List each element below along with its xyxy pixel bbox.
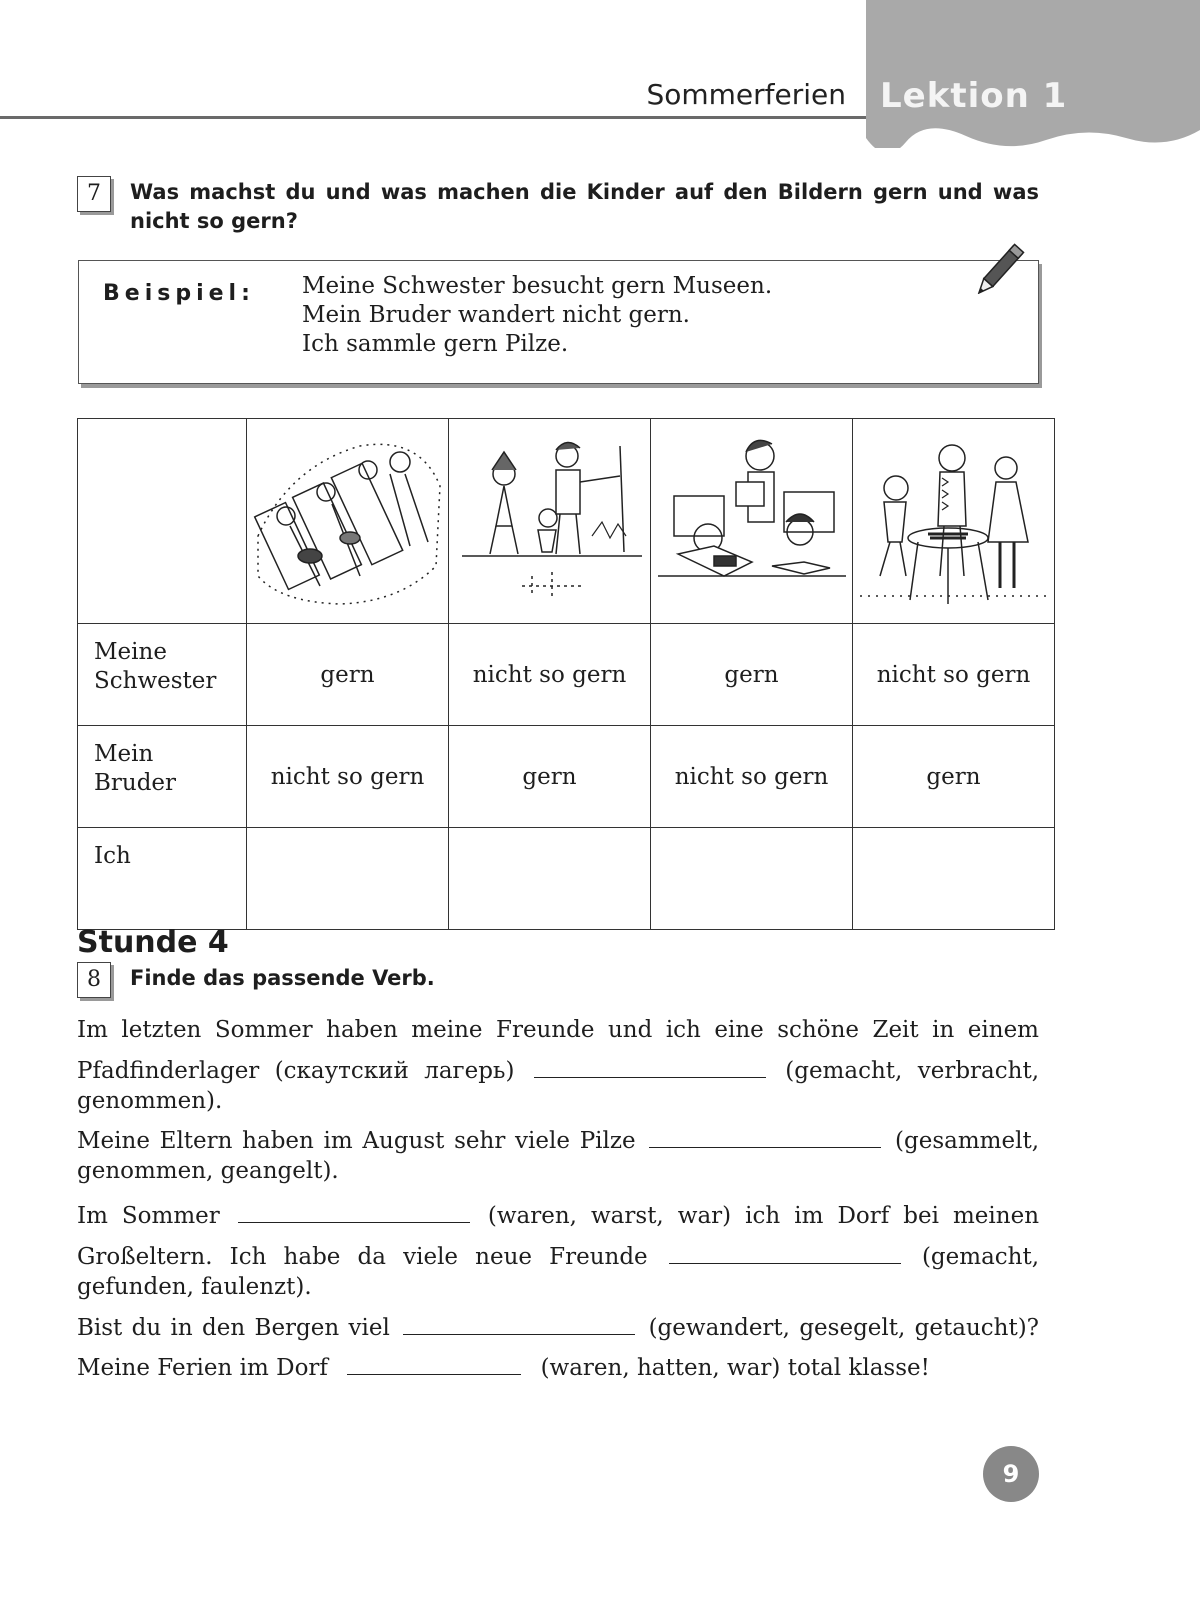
exercise-sentence-3 — [77, 1201, 1039, 1302]
table-cell: gern — [449, 726, 651, 828]
sunbathing-picture — [247, 419, 449, 624]
example-line: Meine Schwester besucht gern Museen. — [302, 273, 773, 299]
table-cell: gern — [247, 624, 449, 726]
reading-picture — [651, 419, 853, 624]
sentence-line: Im Sommer (waren, warst, war) ich im Dorf bei meinen — [77, 1203, 1040, 1229]
sentence-line: Meine Ferien im Dorf (waren, hatten, war) total klasse! — [77, 1355, 930, 1381]
preferences-table — [77, 418, 1055, 930]
exercise-sentence-5 — [77, 1353, 1039, 1383]
exercise-sentence-2 — [77, 1126, 1039, 1186]
section-title: Stunde 4 — [77, 925, 229, 960]
table-row — [78, 419, 1055, 624]
exercise-sentence-1 — [77, 1015, 1039, 1116]
table-cell: nicht so gern — [651, 726, 853, 828]
answer-cell[interactable] — [651, 828, 853, 930]
sentence-line: Großeltern. Ich habe da viele neue Freunde (gemacht, — [77, 1244, 1040, 1270]
answer-cell[interactable] — [247, 828, 449, 930]
table-cell: gern — [651, 624, 853, 726]
sentence-line: genommen, geangelt). — [77, 1158, 339, 1184]
sentence-line: genommen). — [77, 1088, 223, 1114]
header-rule — [0, 116, 870, 119]
answer-cell[interactable] — [449, 828, 651, 930]
lesson-tab — [866, 0, 1200, 148]
table-row — [78, 624, 1055, 726]
sentence-line: gefunden, faulenzt). — [77, 1274, 312, 1300]
row-label: Meine Schwester — [78, 624, 247, 726]
example-box — [78, 260, 1039, 384]
running-header-title: Sommerferien — [646, 78, 846, 111]
table-cell: nicht so gern — [247, 726, 449, 828]
task-8-instruction: Finde das passende Verb. — [130, 966, 435, 990]
row-label: Mein Bruder — [78, 726, 247, 828]
answer-blank[interactable] — [347, 1373, 521, 1375]
table-cell: nicht so gern — [449, 624, 651, 726]
example-line: Mein Bruder wandert nicht gern. — [302, 302, 690, 328]
sentence-line: Meine Eltern haben im August sehr viele Pilze (gesammelt, — [77, 1128, 1040, 1154]
barbecue-picture — [853, 419, 1055, 624]
table-cell: gern — [853, 726, 1055, 828]
task-8-number: 8 — [77, 962, 111, 998]
sentence-line: Im letzten Sommer haben meine Freunde und ich eine schöne Zeit in einem — [77, 1017, 1039, 1043]
sentence-line: Bist du in den Bergen viel (gewandert, gesegelt, getaucht)? — [77, 1315, 1040, 1341]
table-row — [78, 828, 1055, 930]
exercise-sentence-4 — [77, 1313, 1039, 1343]
answer-blank[interactable] — [534, 1076, 766, 1078]
task-7-number: 7 — [77, 176, 111, 212]
pencil-icon — [972, 234, 1038, 294]
answer-blank[interactable] — [649, 1146, 881, 1148]
lesson-label: Lektion 1 — [880, 76, 1068, 116]
answer-blank[interactable] — [238, 1221, 470, 1223]
table-row — [78, 726, 1055, 828]
task-7-instruction: Was machst du und was machen die Kinder auf den Bildern gern und was nicht so gern? — [130, 180, 1039, 233]
example-line: Ich sammle gern Pilze. — [302, 331, 569, 357]
page-number: 9 — [983, 1446, 1039, 1502]
answer-blank[interactable] — [403, 1333, 635, 1335]
table-cell: nicht so gern — [853, 624, 1055, 726]
gardening-picture — [449, 419, 651, 624]
answer-blank[interactable] — [669, 1262, 901, 1264]
example-label: Beispiel: — [103, 281, 255, 306]
row-label: Ich — [78, 828, 247, 930]
answer-cell[interactable] — [853, 828, 1055, 930]
sentence-line: Pfadfinderlager (скаутский лагерь) (gemacht, verbracht, — [77, 1058, 1040, 1084]
table-corner-cell — [78, 419, 247, 624]
